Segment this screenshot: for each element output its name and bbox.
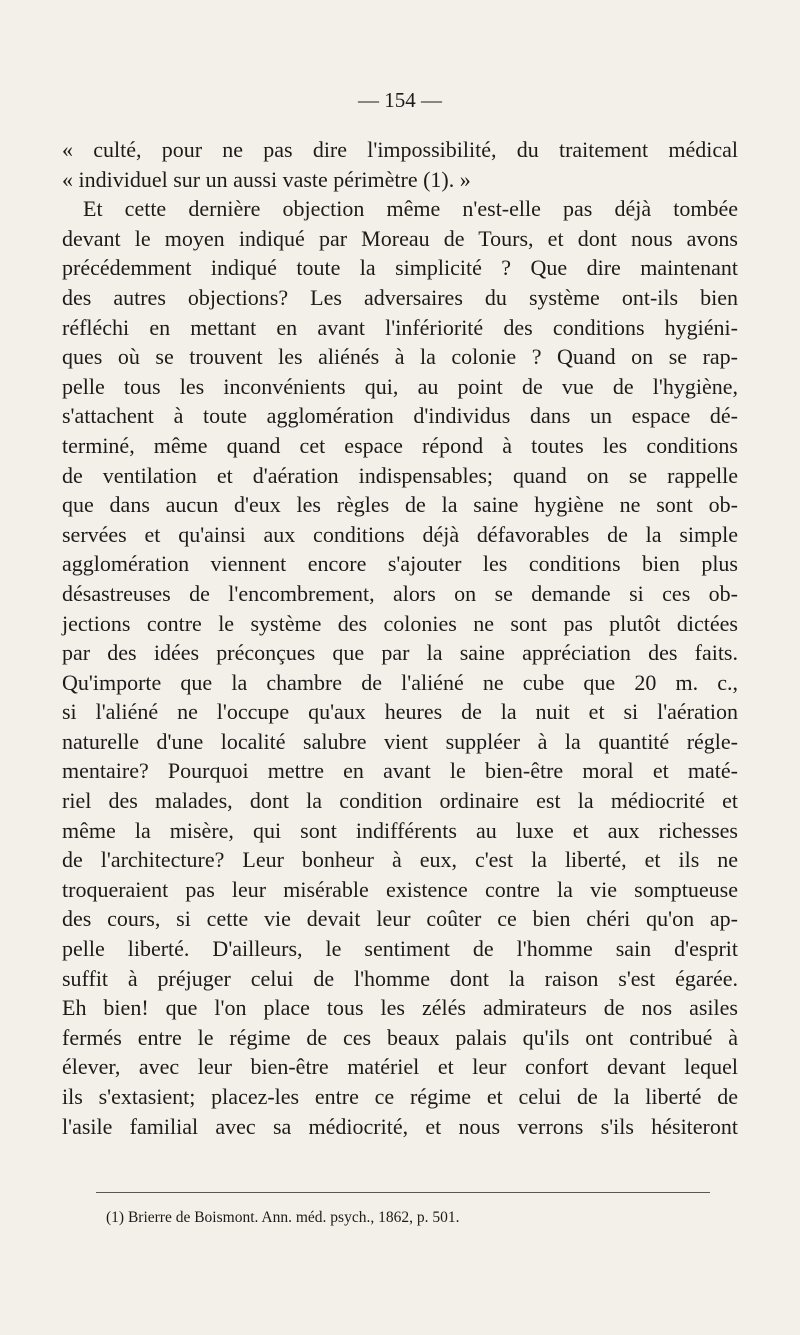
text-line: précédemment indiqué toute la simplicité ? Que dire maintenant — [62, 255, 738, 281]
text-line: des autres objections? Les adversaires du système ont-ils bien — [62, 284, 738, 310]
text-line: l'asile familial avec sa médiocrité, et nous verrons s'ils hésiteront — [62, 1113, 738, 1139]
text-line: suffit à préjuger celui de l'homme dont la raison s'est égarée. — [62, 965, 738, 991]
text-line: fermés entre le régime de ces beaux palais qu'ils ont contribué à — [62, 1024, 738, 1050]
text-line: de ventilation et d'aération indispensables; quand on se rappelle — [62, 462, 738, 488]
text-line: jections contre le système des colonies ne sont pas plutôt dictées — [62, 610, 738, 636]
text-line: des cours, si cette vie devait leur coûter ce bien chéri qu'on ap- — [62, 906, 738, 932]
text-line: Et cette dernière objection même n'est-elle pas déjà tombée — [83, 196, 738, 222]
page-number: — 154 — — [358, 88, 442, 112]
text-line: ques où se trouvent les aliénés à la colonie ? Quand on se rap- — [62, 344, 738, 370]
text-line: réfléchi en mettant en avant l'infériorité des conditions hygiéni- — [62, 314, 738, 340]
text-line: pelle liberté. D'ailleurs, le sentiment de l'homme sain d'esprit — [62, 936, 738, 962]
text-line: riel des malades, dont la condition ordinaire est la médiocrité et — [62, 788, 738, 814]
footnote: (1) Brierre de Boismont. Ann. méd. psych., 1862, p. 501. — [106, 1209, 460, 1226]
text-line: naturelle d'une localité salubre vient suppléer à la quantité régle- — [62, 728, 738, 754]
text-line: par des idées préconçues que par la saine appréciation des faits. — [62, 640, 738, 666]
body-text — [62, 135, 738, 1141]
text-line: mentaire? Pourquoi mettre en avant le bien-être moral et maté- — [62, 758, 738, 784]
text-line: Qu'importe que la chambre de l'aliéné ne cube que 20 m. c., — [62, 669, 738, 695]
text-line: si l'aliéné ne l'occupe qu'aux heures de la nuit et si l'aération — [62, 699, 738, 725]
text-line: troqueraient pas leur misérable existence contre la vie somptueuse — [62, 876, 738, 902]
footnote-divider — [96, 1192, 710, 1193]
text-line: agglomération viennent encore s'ajouter les conditions bien plus — [62, 551, 738, 577]
text-line: s'attachent à toute agglomération d'individus dans un espace dé- — [62, 403, 738, 429]
text-line: même la misère, qui sont indifférents au luxe et aux richesses — [62, 817, 738, 843]
text-line: ils s'extasient; placez-les entre ce régime et celui de la liberté de — [62, 1084, 738, 1109]
text-line: terminé, même quand cet espace répond à toutes les conditions — [62, 432, 738, 458]
text-line: Eh bien! que l'on place tous les zélés admirateurs de nos asiles — [62, 995, 738, 1021]
text-line: servées et qu'ainsi aux conditions déjà défavorables de la simple — [62, 521, 738, 547]
text-line: « culté, pour ne pas dire l'impossibilité, du traitement médical — [62, 137, 738, 162]
text-line: de l'architecture? Leur bonheur à eux, c'est la liberté, et ils ne — [62, 847, 738, 873]
text-line: « individuel sur un aussi vaste périmètre (1). » — [62, 166, 471, 192]
text-line: devant le moyen indiqué par Moreau de Tours, et dont nous avons — [62, 225, 738, 251]
text-line: élever, avec leur bien-être matériel et leur confort devant lequel — [62, 1054, 738, 1080]
text-line: désastreuses de l'encombrement, alors on se demande si ces ob- — [62, 580, 738, 606]
text-line: que dans aucun d'eux les règles de la saine hygiène ne sont ob- — [62, 492, 738, 518]
text-line: pelle tous les inconvénients qui, au point de vue de l'hygiène, — [62, 373, 738, 399]
